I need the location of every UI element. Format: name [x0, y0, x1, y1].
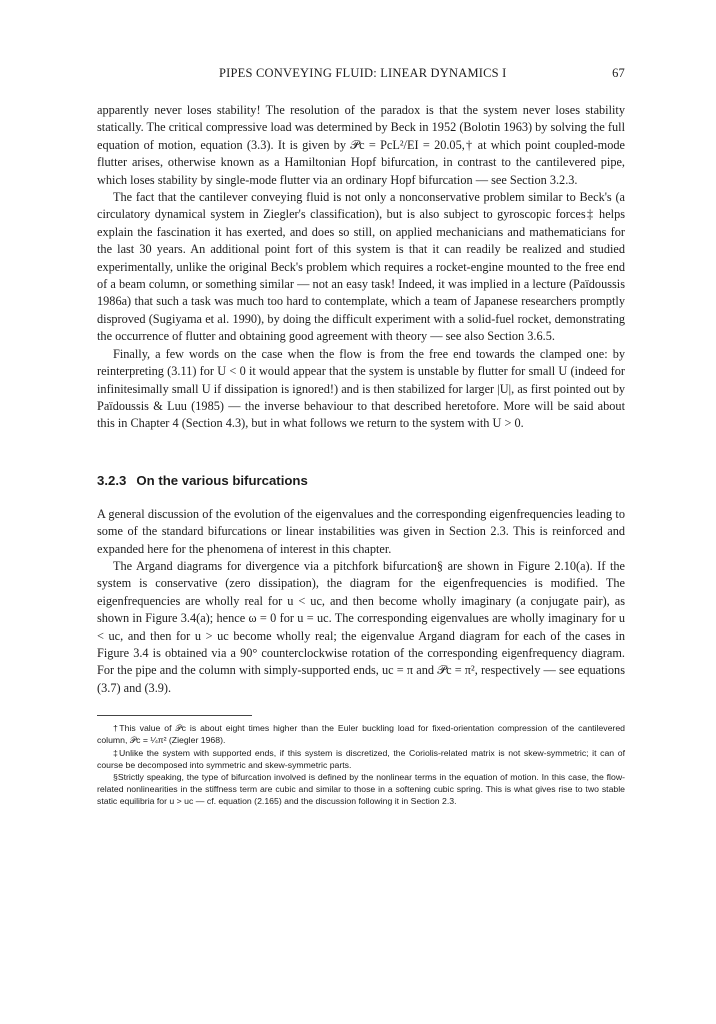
paragraph-4: A general discussion of the evolution of the eigenvalues and the corresponding eigenfrequencies leading to some of the standard bifurcations or linear instabilities was given in Section 2.3. This is reinforced and expanded here for the phenomena of interest in this chapter. — [97, 506, 625, 556]
paragraph-5: The Argand diagrams for divergence via a pitchfork bifurcation§ are shown in Figure 2.10(a). If the system is conservative (zero dissipation), the diagram for the eigenfrequencies is modified. The eigenfrequencies are wholly real for u < uc, and then become wholly imaginary (a conjugate pair), as shown in Figure 3.4(a); hence ω = 0 for u = uc. The corresponding eigenvalues are wholly imaginary for u < uc, and then for u > uc become wholly real; the eigenvalue Argand diagram for each of the cases in Figure 3.4 is obtained via a 90° counterclockwise rotation of the corresponding eigenfrequency diagram. For the pipe and the column with simply-supported ends, uc = π and 𝒫c = π², respectively — see equations (3.7) and (3.9). — [97, 558, 625, 695]
footnote-rule — [97, 715, 252, 716]
paragraph-2: The fact that the cantilever conveying fluid is not only a nonconservative problem similar to Beck's (a circulatory dynamical system in Ziegler's classification), but is also subject to gyroscopic forces‡ helps explain the fascination it has exerted, and does so still, on applied mechanicians and mathematicians for the last 30 years. An additional point fort of this system is that it can readily be realized and studied experimentally, unlike the original Beck's problem which requires a rocket-engine mounted to the free end of a beam column, or something similar — not an easy task! Indeed, it was implied in a lecture (Païdoussis 1986a) that such a task was much too hard to contemplate, which a team of Japanese researchers promptly disproved (Sugiyama et al. 1990), by doing the difficult experiment with a solid-fuel rocket, demonstrating the occurrence of flutter and obtaining good agreement with theory — see also Section 3.6.5. — [97, 190, 625, 344]
section-number: 3.2.3 — [97, 472, 127, 488]
footnote-3: §Strictly speaking, the type of bifurcation involved is defined by the nonlinear terms in the equation of motion. In this case, the flow-related nonlinearities in the stiffness term are cubic and similar to those in a softening cubic spring. This is what gives rise to two stable static equilibria for u > uc — cf. equation (2.165) and the discussion following it in Section 2.3. — [97, 772, 625, 807]
page — [97, 66, 625, 808]
footnote-2: ‡Unlike the system with supported ends, if this system is discretized, the Coriolis-related matrix is not skew-symmetric; it can of course be decomposed into symmetric and skew-symmetric parts. — [97, 747, 625, 770]
section-title: On the various bifurcations — [136, 472, 308, 488]
page-number: 67 — [612, 66, 625, 80]
paragraph-3: Finally, a few words on the case when the flow is from the free end towards the clamped one: by reinterpreting (3.11) for U < 0 it would appear that the system is unstable by flutter for small U (indeed for infinitesimally small U if dissipation is ignored!) and is then stabilized for larger |U|, as first pointed out by Païdoussis & Luu (1985) — the inverse behaviour to that described heretofore. More will be said about this in Chapter 4 (Section 4.3), but in what follows we return to the system with U > 0. — [97, 346, 625, 431]
running-head — [97, 66, 625, 84]
running-title: PIPES CONVEYING FLUID: LINEAR DYNAMICS I — [219, 66, 507, 80]
section-heading — [97, 473, 625, 488]
footnote-1: †This value of 𝒫c is about eight times higher than the Euler buckling load for fixed-orientation compression of the cantilevered column, 𝒫c = ¼π² (Ziegler 1968). — [97, 723, 625, 746]
paragraph-1: apparently never loses stability! The resolution of the paradox is that the system never loses stability statically. The critical compressive load was determined by Beck in 1952 (Bolotin 1963) by solving the full equation of motion, equation (3.3). It is given by 𝒫c = PcL²/EI = 20.05,† at which point coupled-mode flutter arises, otherwise known as a Hamiltonian Hopf bifurcation, in contrast to the cantilevered pipe, which loses stability by single-mode flutter via an ordinary Hopf bifurcation — see Section 3.2.3. — [97, 103, 625, 187]
